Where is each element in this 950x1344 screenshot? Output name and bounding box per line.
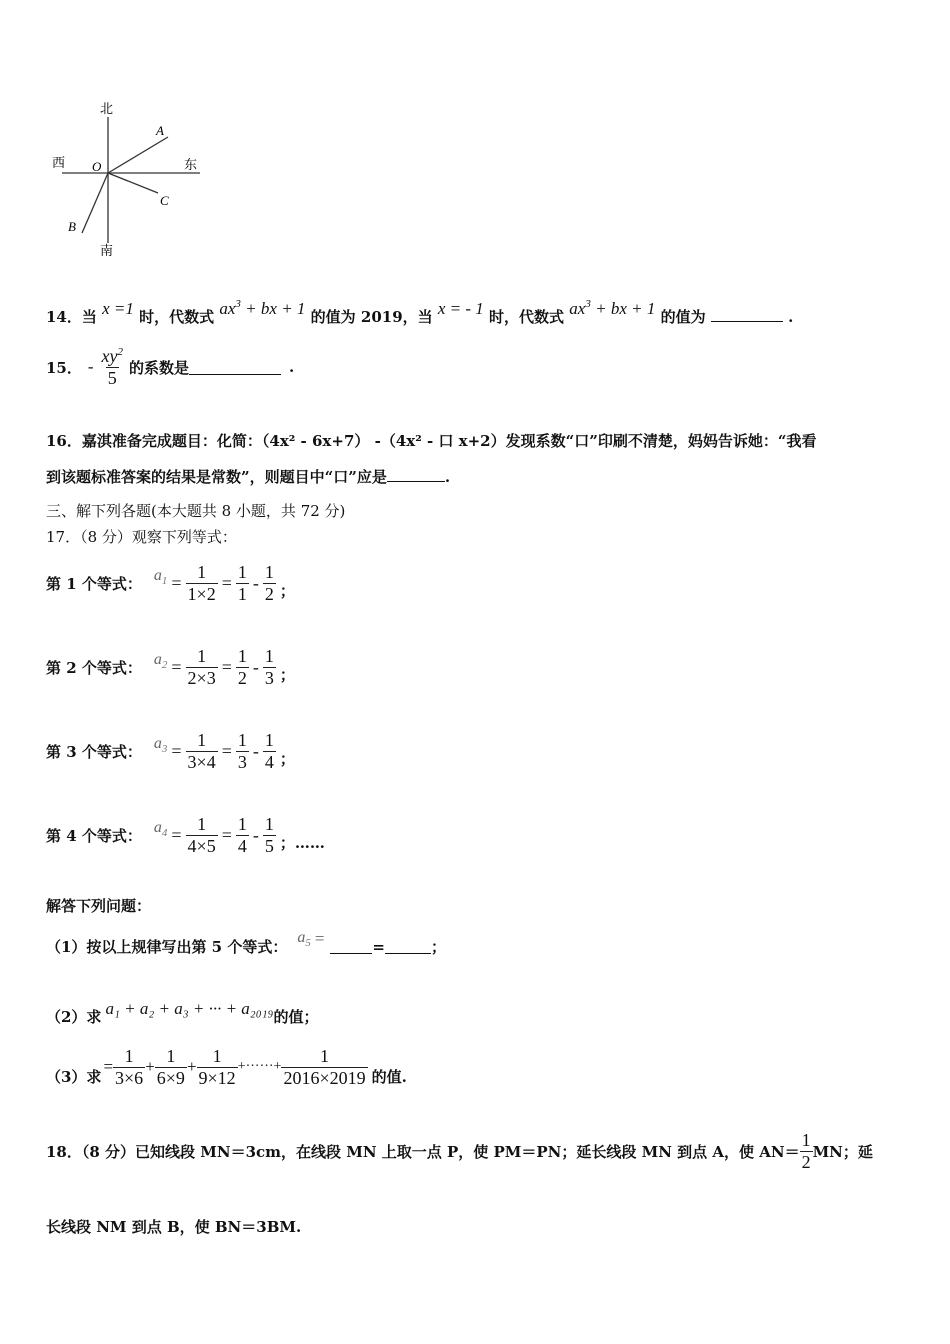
q17-part-3: （3）求 = $\frac{1}{3\times 6}$ + $\frac{1}{6\times 9}$ + $\frac{1}{9\times 12}$ +······+ $\frac{1}{2016\times 2019}$ 的值. bbox=[46, 1046, 407, 1088]
label-b: B bbox=[68, 219, 76, 234]
solve-heading: 解答下列问题： bbox=[46, 897, 152, 915]
q15-text: 的系数是 bbox=[129, 358, 190, 377]
section-3-heading: 三、解下列各题(本大题共 8 小题，共 72 分) bbox=[46, 502, 346, 520]
question-15: 15． - $\frac{xy^2}{5}$ 的系数是 . bbox=[46, 346, 295, 388]
question-14: 14．当 x =1 时，代数式 $ax^3$ + bx + 1 的值为 2019，当 x = - 1 时，代数式 $ax^3$ + bx + 1 的值为 . bbox=[46, 298, 794, 326]
q14-text-2: 的值为 2019，当 bbox=[310, 308, 433, 326]
q15-answer-blank[interactable] bbox=[189, 360, 281, 375]
ray-oa bbox=[108, 137, 168, 173]
q17-equation-3: 第 3 个等式： $a_3$ = $\frac{1}{3\times 4}$ = $\frac{1}{3}$ - $\frac{1}{4}$ ； bbox=[46, 730, 295, 772]
label-a: A bbox=[156, 123, 164, 138]
label-west: 西 bbox=[52, 156, 66, 171]
q17-p1-blank-2[interactable] bbox=[385, 939, 431, 954]
q14-condition-2: x = - 1 bbox=[437, 299, 484, 318]
q14-expression-1: $ax^3$ + bx + 1 bbox=[219, 298, 306, 318]
ray-ob bbox=[82, 173, 108, 233]
q17-p2-expression: a₁ + a₂ + a₃ + ··· + a₂₀₁₉ bbox=[105, 998, 274, 1018]
q15-number: 15． bbox=[46, 358, 82, 377]
q14-text-4: 的值为 bbox=[660, 308, 706, 326]
q17-part-2: （2）求 a₁ + a₂ + a₃ + ··· + a₂₀₁₉ 的值； bbox=[46, 998, 319, 1026]
q17-equation-4: 第 4 个等式： $a_4$ = $\frac{1}{4\times 5}$ = $\frac{1}{4}$ - $\frac{1}{5}$ ；…… bbox=[46, 814, 325, 856]
q14-text-1: 时，代数式 bbox=[139, 308, 215, 326]
question-16-line-2: 到该题标准答案的结果是常数”，则题目中“口”应是 . bbox=[46, 468, 451, 486]
q17-equation-1: 第 1 个等式： $a_1$ = $\frac{1}{1\times 2}$ = $\frac{1}{1}$ - $\frac{1}{2}$ ； bbox=[46, 562, 295, 604]
q18-half-fraction: $\frac{1}{2}$ bbox=[801, 1130, 811, 1172]
label-south: 南 bbox=[100, 244, 114, 259]
q17-header: 17．（8 分）观察下列等式： bbox=[46, 528, 237, 546]
q14-condition-1: x =1 bbox=[102, 299, 134, 318]
q16-answer-blank[interactable] bbox=[387, 467, 445, 482]
ray-oc bbox=[108, 173, 158, 193]
q17-equation-2: 第 2 个等式： $a_2$ = $\frac{1}{2\times 3}$ = $\frac{1}{2}$ - $\frac{1}{3}$ ； bbox=[46, 646, 295, 688]
compass-figure bbox=[40, 95, 220, 265]
label-o: O bbox=[92, 159, 102, 174]
question-18-line-2: 长线段 NM 到点 B，使 BN＝3BM. bbox=[46, 1218, 302, 1236]
question-16-line-1: 16．嘉淇准备完成题目：化简：（4x² - 6x+7） -（4x² - 口 x+2）发现系数“口”印刷不清楚，妈妈告诉她：“我看 bbox=[46, 432, 817, 450]
q14-answer-blank[interactable] bbox=[711, 307, 783, 322]
q17-p1-blank-1[interactable] bbox=[330, 939, 372, 954]
q14-text-3: 时，代数式 bbox=[489, 308, 565, 326]
q15-fraction: $\frac{xy^2}{5}$ bbox=[101, 346, 124, 388]
question-18-line-1: 18．（8 分）已知线段 MN＝3cm，在线段 MN 上取一点 P，使 PM＝PN；延长线段 MN 到点 A，使 AN＝ $\frac{1}{2}$ MN；延 bbox=[46, 1130, 873, 1172]
label-east: 东 bbox=[184, 158, 198, 173]
q17-part-1: （1）按以上规律写出第 5 个等式： $a_5$ = = ； bbox=[46, 928, 447, 956]
q14-expression-2: $ax^3$ + bx + 1 bbox=[569, 298, 656, 318]
label-north: 北 bbox=[100, 102, 114, 117]
q14-number: 14．当 bbox=[46, 308, 97, 326]
label-c: C bbox=[160, 193, 169, 208]
